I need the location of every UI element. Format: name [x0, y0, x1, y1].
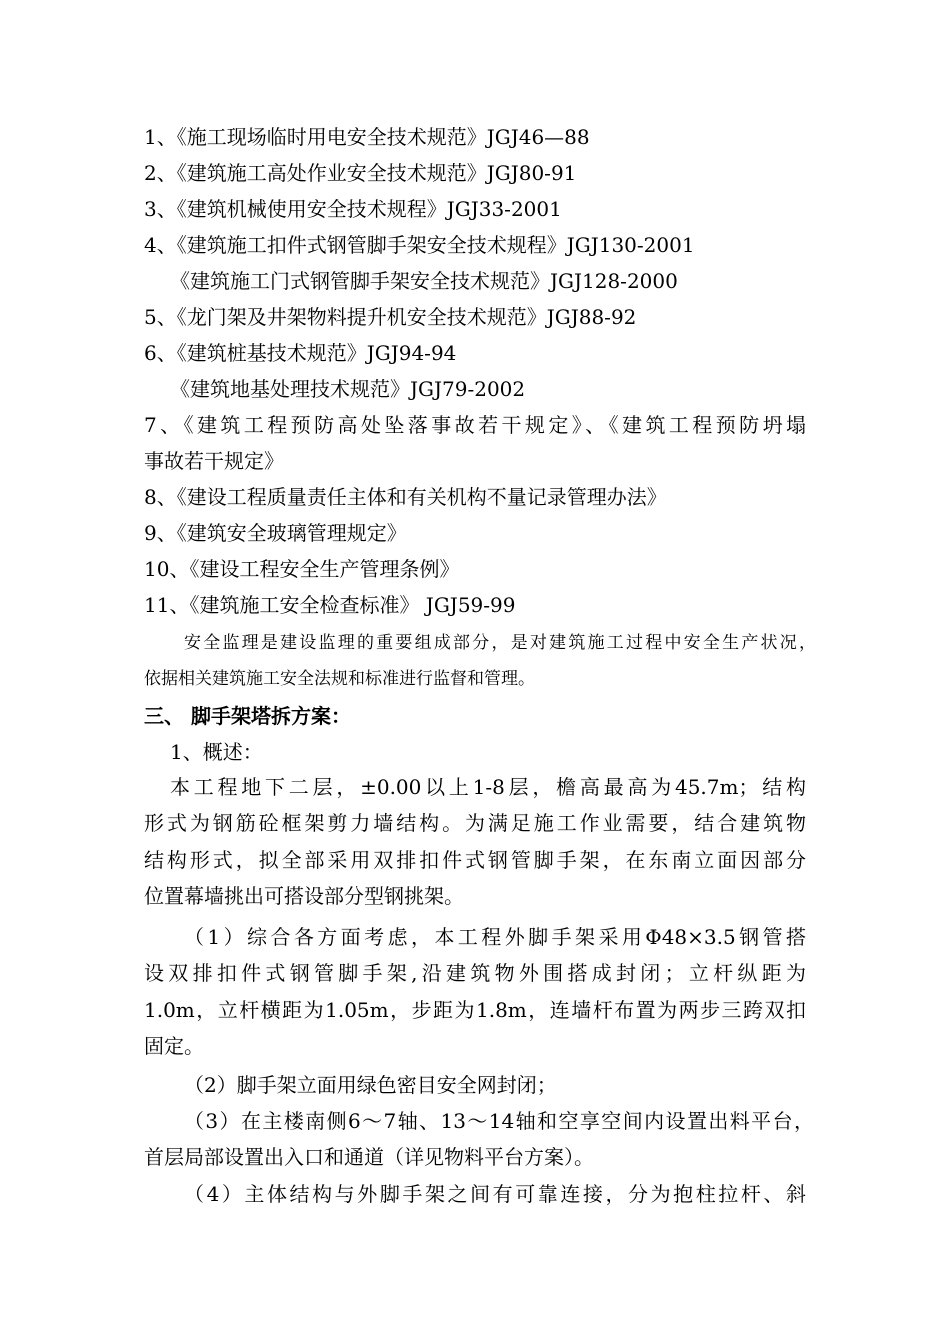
body-line: 固定。 — [144, 1034, 204, 1058]
reference-item: 1、《施工现场临时用电安全技术规范》JGJ46—88 — [144, 125, 590, 149]
note-paragraph-line: 依据相关建筑施工安全法规和标准进行监督和管理。 — [144, 669, 535, 689]
body-line: （2）脚手架立面用绿色密目安全网封闭； — [184, 1073, 557, 1097]
reference-item: 7、《建筑工程预防高处坠落事故若干规定》、《建筑工程预防坍塌 — [144, 413, 806, 437]
reference-item: 2、《建筑施工高处作业安全技术规范》JGJ80-91 — [144, 161, 577, 185]
reference-item: 8、《建设工程质量责任主体和有关机构不量记录管理办法》 — [144, 485, 667, 509]
body-line: 1.0m，立杆横距为1.05m，步距为1.8m，连墙杆布置为两步三跨双扣 — [144, 998, 806, 1022]
reference-item: 《建筑施工门式钢管脚手架安全技术规范》JGJ128-2000 — [170, 269, 678, 293]
reference-item: 6、《建筑桩基技术规范》JGJ94-94 — [144, 341, 457, 365]
body-line: 位置幕墙挑出可搭设部分型钢挑架。 — [144, 884, 464, 908]
note-paragraph-line: 安全监理是建设监理的重要组成部分，是对建筑施工过程中安全生产状况， — [184, 633, 816, 653]
section-heading: 三、 脚手架塔拆方案： — [144, 704, 351, 728]
reference-item: 《建筑地基处理技术规范》JGJ79-2002 — [170, 377, 526, 401]
reference-item: 4、《建筑施工扣件式钢管脚手架安全技术规程》JGJ130-2001 — [144, 233, 695, 257]
reference-item: 3、《建筑机械使用安全技术规程》JGJ33-2001 — [144, 197, 562, 221]
body-line: （3）在主楼南侧6～7轴、13～14轴和空享空间内设置出料平台， — [184, 1109, 814, 1133]
reference-item-continuation: 事故若干规定》 — [144, 449, 284, 473]
body-line: （4）主体结构与外脚手架之间有可靠连接，分为抱柱拉杆、斜 — [184, 1182, 806, 1206]
body-line: 形式为钢筋砼框架剪力墙结构。为满足施工作业需要，结合建筑物 — [144, 811, 806, 835]
body-line: 本工程地下二层，±0.00以上1-8层，檐高最高为45.7m；结构 — [170, 775, 806, 799]
reference-item: 5、《龙门架及井架物料提升机安全技术规范》JGJ88-92 — [144, 305, 637, 329]
body-line: 结构形式，拟全部采用双排扣件式钢管脚手架，在东南立面因部分 — [144, 848, 806, 872]
body-line: （1）综合各方面考虑，本工程外脚手架采用Φ48×3.5钢管搭 — [184, 925, 806, 949]
subheading: 1、概述： — [170, 740, 263, 764]
body-line: 设双排扣件式钢管脚手架,沿建筑物外围搭成封闭；立杆纵距为 — [144, 961, 806, 985]
reference-item: 10、《建设工程安全生产管理条例》 — [144, 557, 460, 581]
reference-item: 11、《建筑施工安全检查标准》 JGJ59-99 — [144, 593, 516, 617]
reference-item: 9、《建筑安全玻璃管理规定》 — [144, 521, 407, 545]
body-line: 首层局部设置出入口和通道（详见物料平台方案）。 — [144, 1145, 594, 1169]
